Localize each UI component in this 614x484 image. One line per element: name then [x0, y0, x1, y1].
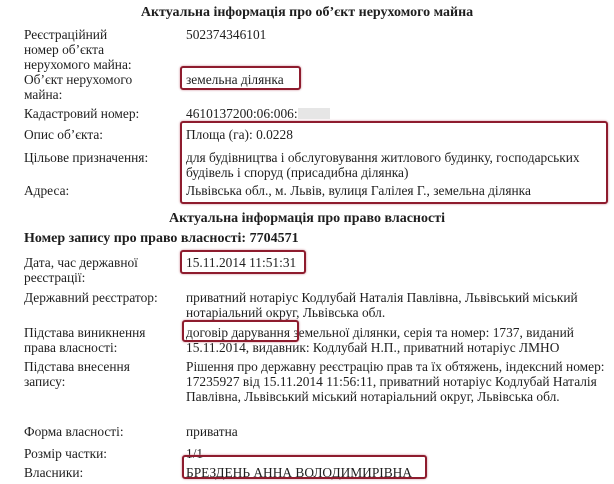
- highlight-box: [182, 320, 299, 342]
- highlight-box: [182, 455, 427, 479]
- cadastral-number-text: 4610137200:06:006:: [186, 106, 298, 121]
- label-ownership-form: Форма власності:: [24, 424, 124, 439]
- value-address: Львівська обл., м. Львів, вулиця Галілея Г., земельна ділянка: [186, 183, 531, 198]
- value-purpose: для будівництва і обслуговування житлового будинку, господарських будівель і споруд (присадибна ділянка): [186, 150, 580, 180]
- value-object-type: земельна ділянка: [186, 72, 284, 87]
- label-cadastral-number: Кадастровий номер:: [24, 106, 140, 121]
- rights-section-title: Актуальна інформація про право власності: [169, 211, 445, 226]
- value-registration-number: 502374346101: [186, 27, 267, 42]
- label-registration-date: Дата, час державної реєстрації:: [24, 255, 138, 285]
- ownership-basis-text: земельної ділянки, серія та номер: 1737, виданий 15.11.2014, видавник: Кодлубай Н.П., приватний нотаріус ЛМНО: [186, 325, 574, 355]
- label-address: Адреса:: [24, 183, 70, 198]
- value-description: Площа (га): 0.0228: [186, 127, 293, 142]
- value-registration-date: 15.11.2014 11:51:31: [186, 255, 297, 270]
- label-share-size: Розмір частки:: [24, 446, 108, 461]
- label-registration-number: Реєстраційний номер об’єкта нерухомого майна:: [24, 27, 132, 72]
- highlight-box: [180, 250, 306, 274]
- value-registrar: приватний нотаріус Кодлубай Наталія Павлівна, Львівський міський нотаріальний округ, Львівська обл.: [186, 290, 578, 320]
- label-purpose: Цільове призначення:: [24, 150, 149, 165]
- highlight-box: [180, 66, 301, 90]
- label-owners: Власники:: [24, 465, 84, 480]
- value-cadastral-number: [186, 106, 330, 121]
- ownership-basis-highlight: договір дарування: [186, 325, 290, 340]
- redacted-block: [298, 108, 330, 119]
- value-owners: БРЕЗДЕНЬ АННА ВОЛОДИМИРІВНА: [186, 465, 412, 480]
- label-description: Опис об’єкта:: [24, 127, 104, 142]
- label-entry-basis: Підстава внесення запису:: [24, 359, 130, 389]
- highlight-box: [180, 121, 608, 204]
- value-share-size: 1/1: [186, 446, 204, 461]
- record-number: Номер запису про право власності: 7704571: [24, 231, 299, 246]
- label-registrar: Державний реєстратор:: [24, 290, 158, 305]
- label-ownership-basis: Підстава виникнення права власності:: [24, 325, 146, 355]
- value-entry-basis: Рішення про державну реєстрацію прав та їх обтяжень, індексний номер: 17235927 від 15.11.2014 11:56:11, приватний нотаріус Кодлубай Наталія Павлівна, Львівський міський нотаріальний округ, Львівська обл.: [186, 359, 605, 404]
- object-section-title: Актуальна інформація про об’єкт нерухомого майна: [140, 5, 474, 20]
- label-object-type: Об’єкт нерухомого майна:: [24, 72, 133, 102]
- value-ownership-form: приватна: [186, 424, 238, 439]
